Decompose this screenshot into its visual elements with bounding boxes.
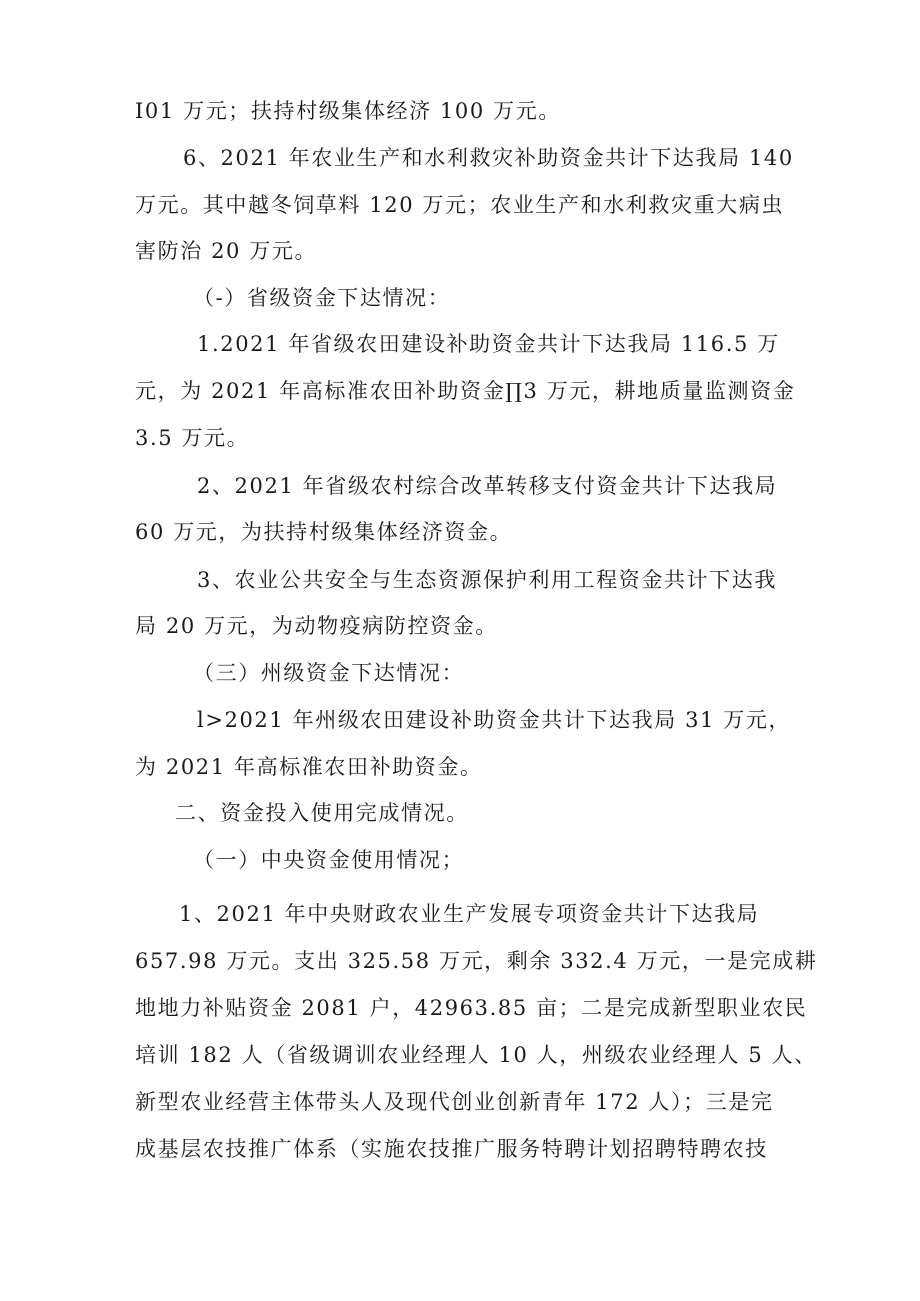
text-line: 6、2021 年农业生产和水利救灾补助资金共计下达我局 140	[183, 146, 794, 170]
section-heading: （一）中央资金使用情况；	[193, 848, 465, 872]
text-line: 地地力补贴资金 2081 户，42963.85 亩；二是完成新型职业农民	[135, 996, 808, 1020]
text-line: 培训 182 人（省级调训农业经理人 10 人，州级农业经理人 5 人、	[135, 1043, 817, 1067]
text-line: 万元。其中越冬饲草料 120 万元；农业生产和水利救灾重大病虫	[135, 193, 785, 217]
text-line: l>2021 年州级农田建设补助资金共计下达我局 31 万元，	[197, 708, 792, 732]
section-heading: （三）州级资金下达情况：	[193, 661, 465, 685]
text-line: 元，为 2021 年高标准农田补助资金∏3 万元，耕地质量监测资金	[135, 379, 796, 403]
text-line: 3、农业公共安全与生态资源保护利用工程资金共计下达我	[197, 568, 777, 592]
text-line: 60 万元，为扶持村级集体经济资金。	[135, 520, 513, 544]
text-line: 局 20 万元，为动物疫病防控资金。	[135, 614, 498, 638]
text-line: 2、2021 年省级农村综合改革转移支付资金共计下达我局	[197, 474, 778, 498]
text-line: 新型农业经营主体带头人及现代创业创新青年 172 人）；三是完	[135, 1090, 774, 1114]
text-line: 1、2021 年中央财政农业生产发展专项资金共计下达我局	[179, 902, 760, 926]
text-line: 为 2021 年高标准农田补助资金。	[135, 755, 483, 779]
text-line: 害防治 20 万元。	[135, 239, 318, 263]
section-heading: 二、资金投入使用完成情况。	[175, 801, 469, 825]
text-line: 657.98 万元。支出 325.58 万元，剩余 332.4 万元，一是完成耕	[135, 949, 818, 973]
text-line: I01 万元；扶持村级集体经济 100 万元。	[135, 99, 561, 123]
text-line: 3.5 万元。	[135, 426, 250, 450]
text-line: 成基层农技推广体系（实施农技推广服务特聘计划招聘特聘农技	[135, 1137, 768, 1161]
text-line: 1.2021 年省级农田建设补助资金共计下达我局 116.5 万	[197, 332, 780, 356]
section-heading: （-）省级资金下达情况：	[193, 286, 451, 310]
